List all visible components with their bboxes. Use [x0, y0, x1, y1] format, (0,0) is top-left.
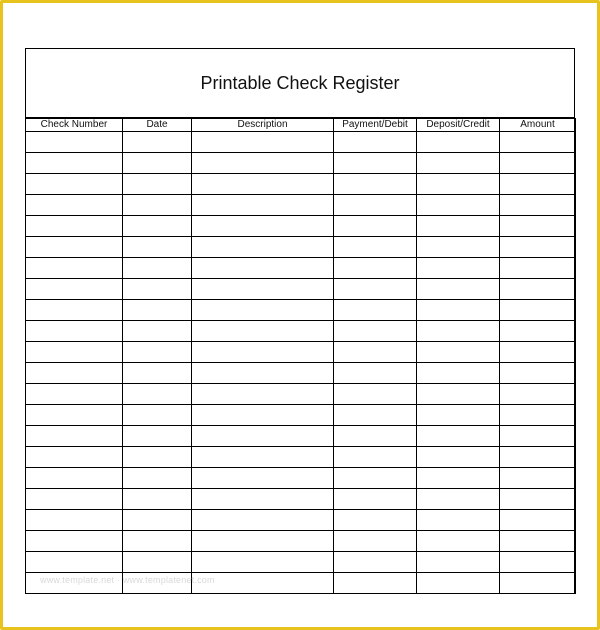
register-cell[interactable]: [123, 552, 192, 573]
register-cell[interactable]: [334, 531, 417, 552]
table-row: [26, 468, 576, 489]
register-cell[interactable]: [123, 342, 192, 363]
register-cell[interactable]: [26, 468, 123, 489]
register-cell[interactable]: [26, 300, 123, 321]
register-cell[interactable]: [192, 426, 334, 447]
register-cell[interactable]: [192, 552, 334, 573]
register-cell[interactable]: [26, 405, 123, 426]
register-cell[interactable]: [334, 489, 417, 510]
table-row: [26, 174, 576, 195]
column-header-amount: Amount: [500, 119, 576, 132]
register-cell[interactable]: [334, 342, 417, 363]
register-cell[interactable]: [500, 363, 576, 384]
register-cell[interactable]: [417, 426, 500, 447]
register-cell[interactable]: [192, 216, 334, 237]
register-cell[interactable]: [334, 195, 417, 216]
register-cell[interactable]: [334, 384, 417, 405]
register-cell[interactable]: [192, 258, 334, 279]
check-register-sheet: [25, 48, 575, 593]
table-row: [26, 405, 576, 426]
register-cell[interactable]: [334, 426, 417, 447]
register-cell[interactable]: [192, 510, 334, 531]
table-row: [26, 321, 576, 342]
register-cell[interactable]: [417, 237, 500, 258]
register-cell[interactable]: [334, 510, 417, 531]
table-row: [26, 153, 576, 174]
register-cell[interactable]: [417, 384, 500, 405]
register-cell[interactable]: [192, 405, 334, 426]
register-cell[interactable]: [417, 174, 500, 195]
register-cell[interactable]: [417, 510, 500, 531]
table-row: [26, 384, 576, 405]
register-cell[interactable]: [26, 363, 123, 384]
register-cell[interactable]: [26, 447, 123, 468]
register-cell[interactable]: [192, 132, 334, 153]
register-cell[interactable]: [417, 321, 500, 342]
column-header-date: Date: [123, 119, 192, 132]
register-cell[interactable]: [334, 300, 417, 321]
register-cell[interactable]: [334, 279, 417, 300]
register-cell[interactable]: [26, 258, 123, 279]
register-cell[interactable]: [26, 531, 123, 552]
register-cell[interactable]: [500, 321, 576, 342]
table-row: [26, 216, 576, 237]
register-cell[interactable]: [334, 363, 417, 384]
register-cell[interactable]: [192, 174, 334, 195]
register-cell[interactable]: [123, 405, 192, 426]
register-cell[interactable]: [500, 384, 576, 405]
column-header-deposit-credit: Deposit/Credit: [417, 119, 500, 132]
table-row: [26, 489, 576, 510]
register-cell[interactable]: [123, 426, 192, 447]
register-cell[interactable]: [500, 426, 576, 447]
register-cell[interactable]: [26, 489, 123, 510]
register-cell[interactable]: [334, 321, 417, 342]
register-cell[interactable]: [417, 531, 500, 552]
register-cell[interactable]: [500, 489, 576, 510]
register-cell[interactable]: [417, 300, 500, 321]
register-cell[interactable]: [123, 216, 192, 237]
register-cell[interactable]: [123, 153, 192, 174]
register-cell[interactable]: [123, 237, 192, 258]
register-cell[interactable]: [500, 195, 576, 216]
register-cell[interactable]: [26, 384, 123, 405]
register-cell[interactable]: [123, 195, 192, 216]
register-cell[interactable]: [123, 321, 192, 342]
register-cell[interactable]: [192, 531, 334, 552]
register-cell[interactable]: [123, 531, 192, 552]
register-cell[interactable]: [192, 195, 334, 216]
table-row: [26, 132, 576, 153]
register-cell[interactable]: [26, 552, 123, 573]
register-cell[interactable]: [192, 342, 334, 363]
table-row: [26, 447, 576, 468]
register-cell[interactable]: [500, 279, 576, 300]
register-cell[interactable]: [500, 405, 576, 426]
register-cell[interactable]: [26, 216, 123, 237]
register-cell[interactable]: [26, 342, 123, 363]
register-cell[interactable]: [123, 489, 192, 510]
register-cell[interactable]: [417, 363, 500, 384]
register-cell[interactable]: [500, 573, 576, 594]
register-cell[interactable]: [192, 384, 334, 405]
register-cell[interactable]: [500, 132, 576, 153]
register-cell[interactable]: [334, 468, 417, 489]
register-cell[interactable]: [123, 132, 192, 153]
register-cell[interactable]: [26, 153, 123, 174]
register-cell[interactable]: [417, 342, 500, 363]
table-row: [26, 195, 576, 216]
register-cell[interactable]: [334, 216, 417, 237]
register-cell[interactable]: [123, 384, 192, 405]
register-cell[interactable]: [417, 447, 500, 468]
register-cell[interactable]: [123, 300, 192, 321]
register-cell[interactable]: [500, 300, 576, 321]
register-cell[interactable]: [123, 468, 192, 489]
register-cell[interactable]: [500, 447, 576, 468]
table-row: [26, 363, 576, 384]
register-cell[interactable]: [26, 510, 123, 531]
register-cell[interactable]: [123, 174, 192, 195]
register-cell[interactable]: [26, 279, 123, 300]
table-row: [26, 531, 576, 552]
register-cell[interactable]: [500, 342, 576, 363]
register-cell[interactable]: [417, 216, 500, 237]
register-cell[interactable]: [500, 216, 576, 237]
column-header-check-number: Check Number: [26, 119, 123, 132]
register-cell[interactable]: [123, 510, 192, 531]
register-cell[interactable]: [26, 237, 123, 258]
register-cell[interactable]: [500, 531, 576, 552]
register-cell[interactable]: [417, 279, 500, 300]
table-row: [26, 300, 576, 321]
register-cell[interactable]: [500, 510, 576, 531]
register-cell[interactable]: [192, 153, 334, 174]
register-cell[interactable]: [500, 258, 576, 279]
register-cell[interactable]: [192, 363, 334, 384]
register-cell[interactable]: [334, 237, 417, 258]
table-row: [26, 237, 576, 258]
register-cell[interactable]: [417, 153, 500, 174]
register-cell[interactable]: [500, 153, 576, 174]
register-cell[interactable]: [192, 237, 334, 258]
register-cell[interactable]: [334, 132, 417, 153]
register-cell[interactable]: [192, 321, 334, 342]
table-row: [26, 258, 576, 279]
register-cell[interactable]: [26, 174, 123, 195]
register-cell[interactable]: [26, 321, 123, 342]
column-header-payment-debit: Payment/Debit: [334, 119, 417, 132]
register-cell[interactable]: [417, 405, 500, 426]
register-cell[interactable]: [417, 258, 500, 279]
register-cell[interactable]: [417, 468, 500, 489]
register-cell[interactable]: [192, 279, 334, 300]
register-cell[interactable]: [334, 405, 417, 426]
register-cell[interactable]: [417, 552, 500, 573]
register-cell[interactable]: [417, 132, 500, 153]
register-cell[interactable]: [334, 447, 417, 468]
register-body: [26, 132, 576, 594]
register-cell[interactable]: [500, 468, 576, 489]
register-cell[interactable]: [192, 489, 334, 510]
register-cell[interactable]: [123, 447, 192, 468]
register-cell[interactable]: [334, 153, 417, 174]
register-cell[interactable]: [417, 573, 500, 594]
register-cell[interactable]: [123, 279, 192, 300]
register-cell[interactable]: [192, 300, 334, 321]
register-cell[interactable]: [417, 195, 500, 216]
register-cell[interactable]: [500, 237, 576, 258]
table-row: [26, 426, 576, 447]
register-cell[interactable]: [123, 363, 192, 384]
register-cell[interactable]: [192, 468, 334, 489]
register-cell[interactable]: [417, 489, 500, 510]
column-header-description: Description: [192, 119, 334, 132]
register-cell[interactable]: [334, 573, 417, 594]
register-cell[interactable]: [26, 426, 123, 447]
table-row: [26, 510, 576, 531]
register-cell[interactable]: [334, 258, 417, 279]
register-cell[interactable]: [26, 132, 123, 153]
page-title: Printable Check Register: [26, 49, 574, 118]
register-cell[interactable]: [334, 174, 417, 195]
register-cell[interactable]: [334, 552, 417, 573]
register-cell[interactable]: [500, 174, 576, 195]
register-cell[interactable]: [500, 552, 576, 573]
table-row: [26, 279, 576, 300]
register-cell[interactable]: [192, 447, 334, 468]
table-row: [26, 552, 576, 573]
register-cell[interactable]: [26, 195, 123, 216]
table-row: [26, 342, 576, 363]
header-row: [26, 119, 576, 132]
register-table: [25, 118, 576, 594]
watermark: www.template.net · www.templatenet.com: [40, 575, 215, 585]
register-cell[interactable]: [123, 258, 192, 279]
